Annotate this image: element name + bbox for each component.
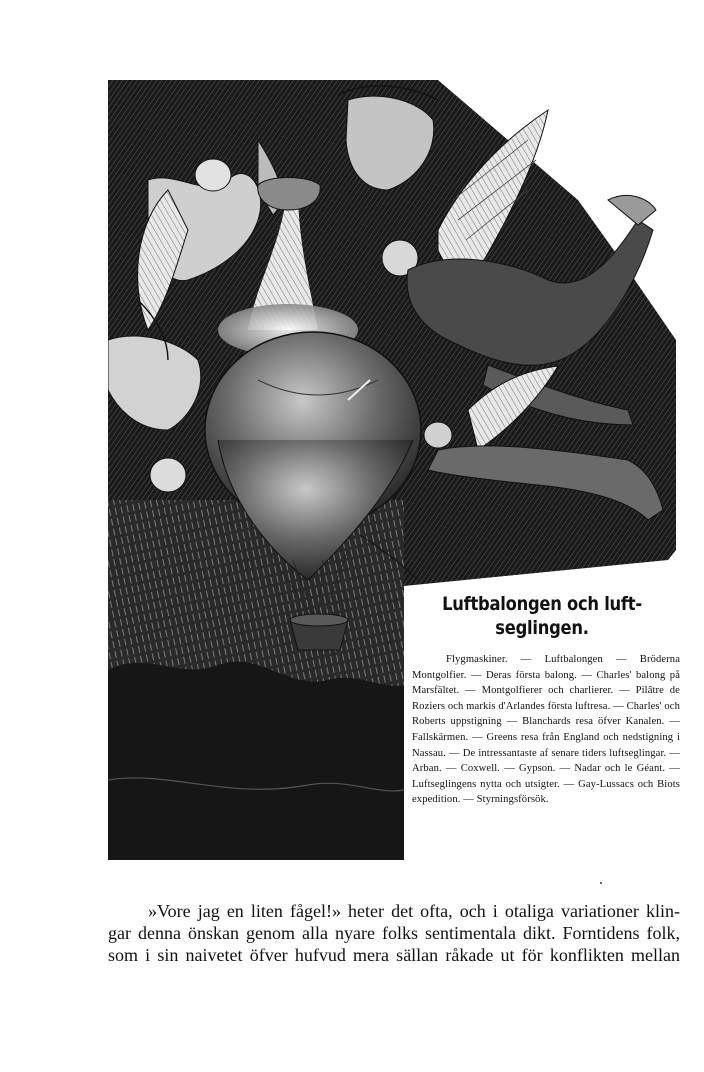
body-line-1: »Vore jag en liten fågel!» heter det ofta, och i otaliga variationer klin- (148, 901, 680, 921)
chapter-title-line-1: Luftbalongen och luft- (442, 593, 642, 615)
chapter-title-line-2: seglingen. (495, 617, 589, 639)
body-line-3: som i sin naivetet öfver hufvud mera sällan råkade ut för konflikten mellan (108, 945, 680, 965)
body-line-2: gar denna önskan genom alla nyare folks sentimentala dikt. Forntidens folk, (108, 923, 680, 943)
chapter-summary: Flygmaskiner. — Luftbalongen — Bröderna Montgolfier. — Deras första balong. — Charles' balong på Marsfältet. — Montgolfierer och charlierer. — Pilâtre de Roziers och markis d'Arlandes första luftresa. — Charles' och Roberts uppstigning — Blanchards resa öfver Kanalen. — Fallskärmen. — Greens resa från England och nedstigning i Nassau. — De intressantaste af senare tiders luftseglingar. — Arban. — Coxwell. — Gypson. — Nadar och le Géant. — Luftseglingens nytta och utsigter. — Gay-Lussacs och Biots expedition. — Styrningsförsök. (412, 654, 680, 806)
body-paragraph (108, 900, 680, 966)
chapter-heading-panel (404, 586, 680, 866)
chapter-title (423, 592, 660, 640)
printing-speck (600, 882, 602, 884)
